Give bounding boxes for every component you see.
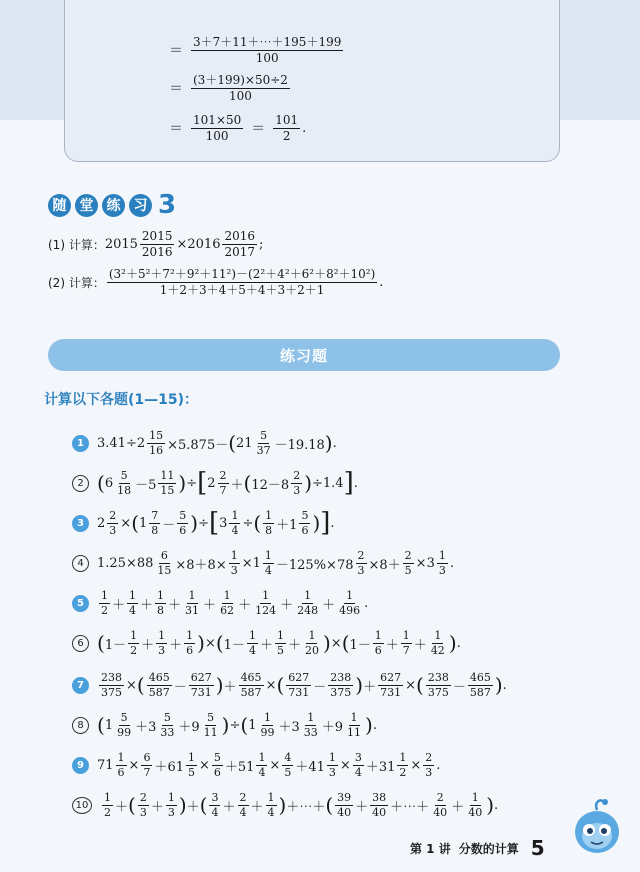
equals-sign: ＝ (169, 43, 183, 60)
fraction: $\frac{5}{33}$ (160, 711, 175, 739)
exercise-number: 3 (158, 190, 177, 220)
fraction: $\frac{1}{3}$ (230, 549, 238, 577)
practice-banner: 练习题 (48, 339, 560, 371)
exercise-header (48, 192, 176, 218)
fraction: $\frac{1}{4}$ (264, 549, 272, 577)
problem-number: 6 (72, 635, 89, 652)
problem-number: 5 (72, 595, 89, 612)
fraction: $\frac{1}{33}$ (303, 711, 318, 739)
problem-number: 4 (72, 555, 89, 572)
fraction: $\frac{1}{3}$ (328, 751, 336, 779)
problem-6: 6 ( 1－ $\frac{1}{2}$ ＋ $\frac{1}{3}$ ＋ $\frac{1}{6}$ ) × ( 1－ $\frac{1}{4}$ ＋ $\frac{1}{5}$ ＋ $\frac{1}{20}$ ) × ( 1－ $\frac{1}{6}$ ＋ $\frac{1}{7}$ ＋ $\frac{1}{42}$ ) . (72, 630, 461, 656)
problem-2: 2 ( 6 $\frac{5}{18}$ －5 $\frac{11}{15}$ ) ÷ [ 2 $\frac{2}{7}$ ＋ ( 12－8 $\frac{2}{3}$ ) ÷1.4 ] . (72, 470, 358, 496)
exercise-char: 习 (129, 194, 152, 217)
fraction: $\frac{627}{731}$ (380, 671, 402, 699)
fraction: $\frac{2}{3}$ (109, 509, 117, 537)
topic-label: 分数的计算 (458, 841, 519, 856)
equals-sign: ＝ (169, 81, 183, 98)
solution-line-3: ＝ $\frac{101\times 50}{100}$ ＝ $\frac{101}{2}$ . (163, 114, 306, 142)
fraction: $\frac{5}{6}$ (301, 509, 309, 537)
fraction: $\frac{\text{(3²＋5²＋7²＋9²＋11²)－(2²＋4²＋6²＋8²＋10²)}}{1+2+3+4+5+4+3+2+1}$ (108, 267, 376, 297)
fraction: $\frac{1}{6}$ (117, 751, 125, 779)
fraction: $\frac{11}{15}$ (160, 469, 175, 497)
fraction: $\frac{1}{124}$ (255, 589, 277, 617)
exercise-item-1: (1) 计算： 2015 $\frac{2015}{2016}$ × 2016 $\frac{2016}{2017}$ ; (48, 229, 264, 259)
fraction: $\frac{1}{99}$ (260, 711, 275, 739)
fraction: $\frac{1}{8}$ (265, 509, 273, 537)
fraction: $\frac{1}{4}$ (258, 751, 266, 779)
fraction: $\frac{2}{3}$ (425, 751, 433, 779)
fraction: $\frac{465}{587}$ (469, 671, 491, 699)
fraction: $\frac{238}{375}$ (101, 671, 122, 699)
exercise-char: 练 (102, 194, 125, 217)
problem-1: 1 3.41÷2 $\frac{15}{16}$ ×5.875－ ( 21 $\frac{5}{37}$ －19.18 ) . (72, 430, 337, 456)
equals-sign: ＝ (169, 121, 183, 138)
fraction: $\frac{6}{7}$ (143, 751, 151, 779)
fraction: $\frac{5}{37}$ (256, 429, 271, 457)
fraction: $\frac{2}{40}$ (433, 791, 448, 819)
fraction: $\frac{6}{15}$ (157, 549, 172, 577)
fraction: $\frac{(3+199)\times 50\div 2}{100}$ (193, 73, 288, 103)
problem-7: 7 $\frac{238}{375}$ × ( $\frac{465}{587}$ － $\frac{627}{731}$ ) ＋ $\frac{465}{587}$ × ( $\frac{627}{731}$ － $\frac{238}{375}$ ) ＋ $\frac{627}{731}$ × ( $\frac{238}{375}$ － $\frac{465}{587}$ ) . (72, 672, 507, 698)
fraction: $\frac{465}{587}$ (240, 671, 262, 699)
fraction: $\frac{101}{2}$ (275, 113, 299, 143)
fraction: $\frac{2}{4}$ (239, 791, 247, 819)
fraction: $\frac{1}{4}$ (267, 791, 275, 819)
problem-number: 10 (72, 797, 92, 814)
fraction: $\frac{5}{6}$ (213, 751, 221, 779)
fraction: $\frac{1}{6}$ (374, 629, 382, 657)
exercise-item-2: (2) 计算： $\frac{\text{(3²＋5²＋7²＋9²＋11²)－(2²＋4²＋6²＋8²＋10²)}}{1+2+3+4+5+4+3+2+1}$ . (48, 267, 384, 297)
fraction: $\frac{39}{40}$ (337, 791, 352, 819)
fraction: $\frac{1}{42}$ (430, 629, 445, 657)
fraction: $\frac{2}{5}$ (404, 549, 412, 577)
fraction: $\frac{7}{8}$ (151, 509, 159, 537)
fraction: $\frac{2}{3}$ (357, 549, 365, 577)
fraction: $\frac{1}{2}$ (104, 791, 111, 819)
fraction: $\frac{1}{2}$ (130, 629, 138, 657)
problem-8: 8 ( 1 $\frac{5}{99}$ ＋3 $\frac{5}{33}$ ＋9 $\frac{5}{11}$ ) ÷ ( 1 $\frac{1}{99}$ ＋3 $\frac{1}{33}$ ＋9 $\frac{1}{11}$ ) . (72, 712, 377, 738)
fraction: $\frac{1}{40}$ (468, 791, 483, 819)
fraction: $\frac{1}{3}$ (438, 549, 446, 577)
chapter-label: 第 1 讲 (410, 841, 451, 856)
fraction: $\frac{1}{496}$ (339, 589, 361, 617)
problem-10: 10 $\frac{1}{2}$ ＋ ( $\frac{2}{3}$ ＋ $\frac{1}{3}$ ) ＋ ( $\frac{3}{4}$ ＋ $\frac{2}{4}$ ＋ $\frac{1}{4}$ ) ＋⋯＋ ( $\frac{39}{40}$ ＋ $\frac{38}{40}$ ＋⋯＋ $\frac{2}{40}$ ＋ $\frac{1}{40}$ ) . (72, 792, 498, 818)
fraction: $\frac{1}{2}$ (399, 751, 407, 779)
problem-4: 4 1.25×88 $\frac{6}{15}$ ×8＋8× $\frac{1}{3}$ ×1 $\frac{1}{4}$ －125%×78 $\frac{2}{3}$ ×8＋ $\frac{2}{5}$ ×3 $\frac{1}{3}$ . (72, 550, 454, 576)
fraction: $\frac{2}{3}$ (293, 469, 301, 497)
equals-sign: ＝ (251, 121, 266, 138)
fraction: $\frac{38}{40}$ (372, 791, 387, 819)
mascot-icon (568, 796, 626, 858)
fraction: $\frac{1}{3}$ (158, 629, 166, 657)
fraction: $\frac{3}{4}$ (211, 791, 219, 819)
fraction: $\frac{5}{11}$ (203, 711, 218, 739)
fraction: $\frac{238}{375}$ (330, 671, 352, 699)
exercise-char: 随 (48, 194, 71, 217)
section-title: 计算以下各题(1—15)： (44, 392, 199, 408)
solution-box (64, 0, 560, 162)
fraction: $\frac{1}{6}$ (186, 629, 194, 657)
problem-3: 3 2 $\frac{2}{3}$ × ( 1 $\frac{7}{8}$ － $\frac{5}{6}$ ) ÷ [ 3 $\frac{1}{4}$ ÷ ( $\frac{1}{8}$ ＋1 $\frac{5}{6}$ ) ] . (72, 510, 335, 536)
page-footer (410, 836, 545, 860)
fraction: $\frac{4}{5}$ (284, 751, 292, 779)
problem-number: 3 (72, 515, 89, 532)
fraction: $\frac{1}{5}$ (276, 629, 284, 657)
page-number: 5 (530, 836, 545, 860)
solution-line-1 (163, 36, 345, 64)
fraction: $\frac{627}{731}$ (288, 671, 310, 699)
fraction: $\frac{1}{4}$ (129, 589, 137, 617)
problem-number: 8 (72, 717, 89, 734)
fraction: $\frac{2016}{2017}$ (224, 229, 256, 259)
fraction: $\frac{1}{3}$ (167, 791, 175, 819)
fraction: $\frac{5}{99}$ (117, 711, 132, 739)
fraction: $\frac{465}{587}$ (148, 671, 170, 699)
problem-5: 5 $\frac{1}{2}$ ＋ $\frac{1}{4}$ ＋ $\frac{1}{8}$ ＋ $\frac{1}{31}$ ＋ $\frac{1}{62}$ ＋ $\frac{1}{124}$ ＋ $\frac{1}{248}$ ＋ $\frac{1}{496}$ . (72, 590, 368, 616)
fraction: $\frac{2}{3}$ (139, 791, 147, 819)
fraction: $\frac{1}{4}$ (231, 509, 239, 537)
fraction: $\frac{5}{6}$ (179, 509, 187, 537)
fraction: $\frac{5}{18}$ (117, 469, 132, 497)
fraction: $\frac{1}{11}$ (347, 711, 362, 739)
fraction: $\frac{1}{62}$ (220, 589, 235, 617)
fraction: $\frac{627}{731}$ (190, 671, 212, 699)
fraction: $\frac{1}{5}$ (188, 751, 195, 779)
fraction: $\frac{1}{2}$ (101, 589, 108, 617)
fraction: $\frac{1}{31}$ (185, 589, 200, 617)
fraction: $\frac{2}{7}$ (219, 469, 227, 497)
fraction: $\frac{1}{8}$ (157, 589, 165, 617)
fraction: $\frac{101\times 50}{100}$ (193, 113, 242, 143)
problem-number: 2 (72, 475, 89, 492)
fraction: $\frac{2015}{2016}$ (141, 229, 173, 259)
problem-number: 9 (72, 757, 89, 774)
fraction: $\frac{3}{4}$ (354, 751, 362, 779)
exercise-char: 堂 (75, 194, 98, 217)
fraction: $\frac{1}{248}$ (297, 589, 319, 617)
fraction: $\frac{1}{4}$ (248, 629, 256, 657)
fraction: $\frac{1}{7}$ (402, 629, 410, 657)
solution-line-2 (163, 74, 292, 102)
problem-9: 9 71 $\frac{1}{6}$ × $\frac{6}{7}$ ＋61 $\frac{1}{5}$ × $\frac{5}{6}$ ＋51 $\frac{1}{4}$ × $\frac{4}{5}$ ＋41 $\frac{1}{3}$ × $\frac{3}{4}$ ＋31 $\frac{1}{2}$ × $\frac{2}{3}$ . (72, 752, 440, 778)
problem-number: 1 (72, 435, 89, 452)
fraction: $\frac{1}{20}$ (304, 629, 319, 657)
fraction: $\frac{15}{16}$ (149, 429, 164, 457)
problem-number: 7 (72, 677, 89, 694)
fraction: $\frac{3+7+11+\cdots+195+199}{100}$ (193, 35, 342, 65)
fraction: $\frac{238}{375}$ (427, 671, 449, 699)
